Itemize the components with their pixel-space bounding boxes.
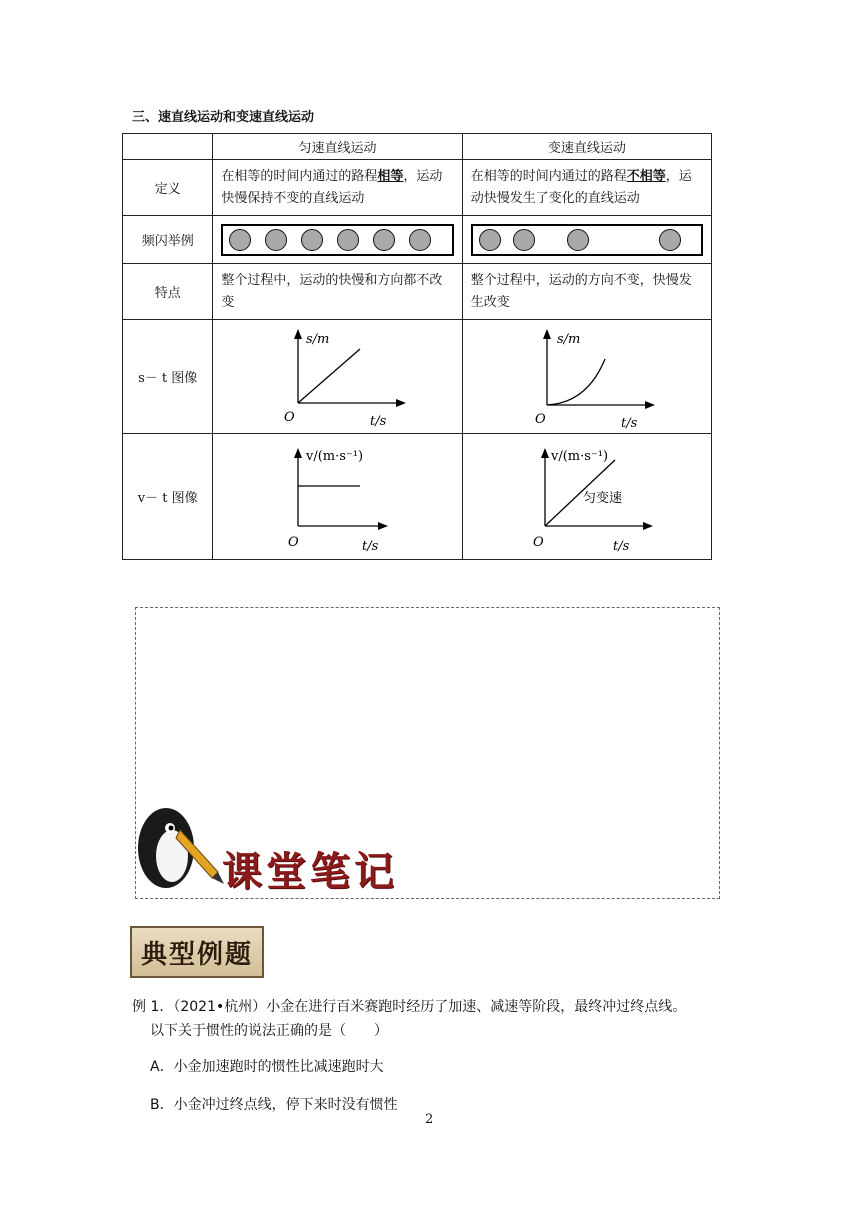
st-uniform-origin: O <box>283 409 295 425</box>
feature-variable: 整个过程中，运动的方向不变，快慢发生改变 <box>462 264 711 320</box>
st-uniform-graph <box>258 325 418 429</box>
strobe-ball <box>301 229 323 251</box>
penguin-pencil-icon <box>136 798 224 894</box>
header-uniform: 匀速直线运动 <box>213 134 462 160</box>
row-label-st: s－ t 图像 <box>123 320 213 434</box>
strobe-variable-strip <box>471 224 703 256</box>
strobe-ball <box>265 229 287 251</box>
definition-variable-pre: 在相等的时间内通过的路程 <box>470 168 627 184</box>
vt-uniform-x-label: t/s <box>361 538 378 554</box>
strobe-ball <box>373 229 395 251</box>
page-number: 2 <box>425 1112 434 1127</box>
header-empty <box>123 134 213 160</box>
row-vt-graph <box>123 434 712 560</box>
option-a: A．小金加速跑时的惯性比减速跑时大 <box>150 1059 384 1075</box>
st-variable-curve <box>547 359 605 405</box>
option-b: B．小金冲过终点线，停下来时没有惯性 <box>150 1097 398 1113</box>
st-variable-graph <box>507 325 667 429</box>
strobe-ball <box>479 229 501 251</box>
definition-uniform-emphasis: 相等 <box>377 168 404 184</box>
vt-variable-graph <box>507 440 667 554</box>
definition-uniform-pre: 在相等的时间内通过的路程 <box>221 168 378 184</box>
example-banner: 典型例题 <box>130 926 264 978</box>
vt-uniform-cell <box>213 434 462 560</box>
table-header-row <box>123 134 712 160</box>
st-uniform-cell <box>213 320 462 434</box>
row-label-feature: 特点 <box>123 264 213 320</box>
row-feature <box>123 264 712 320</box>
vt-variable-annotation: 匀变速 <box>582 490 622 506</box>
strobe-ball <box>229 229 251 251</box>
st-uniform-y-label: s/m <box>305 331 329 347</box>
st-uniform-x-label: t/s <box>369 413 386 429</box>
strobe-uniform-cell <box>213 216 462 264</box>
definition-variable <box>462 160 711 216</box>
row-label-definition: 定义 <box>123 160 213 216</box>
vt-uniform-origin: O <box>287 534 299 550</box>
st-uniform-line <box>298 349 360 403</box>
vt-variable-y-label: v/(m·s⁻¹) <box>550 448 608 464</box>
definition-variable-emphasis: 不相等 <box>626 168 666 184</box>
st-variable-origin: O <box>534 411 546 427</box>
section-title: 三、速直线运动和变速直线运动 <box>132 110 315 125</box>
feature-uniform: 整个过程中，运动的快慢和方向都不改变 <box>213 264 462 320</box>
row-label-strobe: 频闪举例 <box>123 216 213 264</box>
st-variable-y-label: s/m <box>556 331 581 347</box>
vt-uniform-graph <box>258 440 418 554</box>
strobe-ball <box>567 229 589 251</box>
st-variable-x-label: t/s <box>620 415 638 429</box>
strobe-variable-cell <box>462 216 711 264</box>
row-definition <box>123 160 712 216</box>
strobe-ball <box>409 229 431 251</box>
row-label-vt: v－ t 图像 <box>123 434 213 560</box>
question-stem-line2: 以下关于惯性的说法正确的是（ ） <box>150 1023 388 1039</box>
vt-variable-origin: O <box>532 534 544 550</box>
strobe-uniform-strip <box>221 224 453 256</box>
strobe-ball <box>337 229 359 251</box>
vt-variable-cell <box>462 434 711 560</box>
question-stem-line1: 例 1．（2021•杭州）小金在进行百米赛跑时经历了加速、减速等阶段，最终冲过终点线。 <box>132 999 687 1015</box>
row-strobe <box>123 216 712 264</box>
strobe-ball <box>513 229 535 251</box>
strobe-ball <box>659 229 681 251</box>
vt-variable-x-label: t/s <box>612 538 630 554</box>
definition-uniform-post: ，运动快慢保持不变的直线运动 <box>221 168 443 206</box>
definition-uniform <box>213 160 462 216</box>
definition-variable-post: ，运动快慢发生了变化的直线运动 <box>470 168 692 206</box>
comparison-table <box>122 133 712 560</box>
header-variable: 变速直线运动 <box>462 134 711 160</box>
notes-title: 课堂笔记 <box>222 848 398 895</box>
vt-uniform-y-label: v/(m·s⁻¹) <box>305 448 363 464</box>
st-variable-cell <box>462 320 711 434</box>
row-st-graph <box>123 320 712 434</box>
